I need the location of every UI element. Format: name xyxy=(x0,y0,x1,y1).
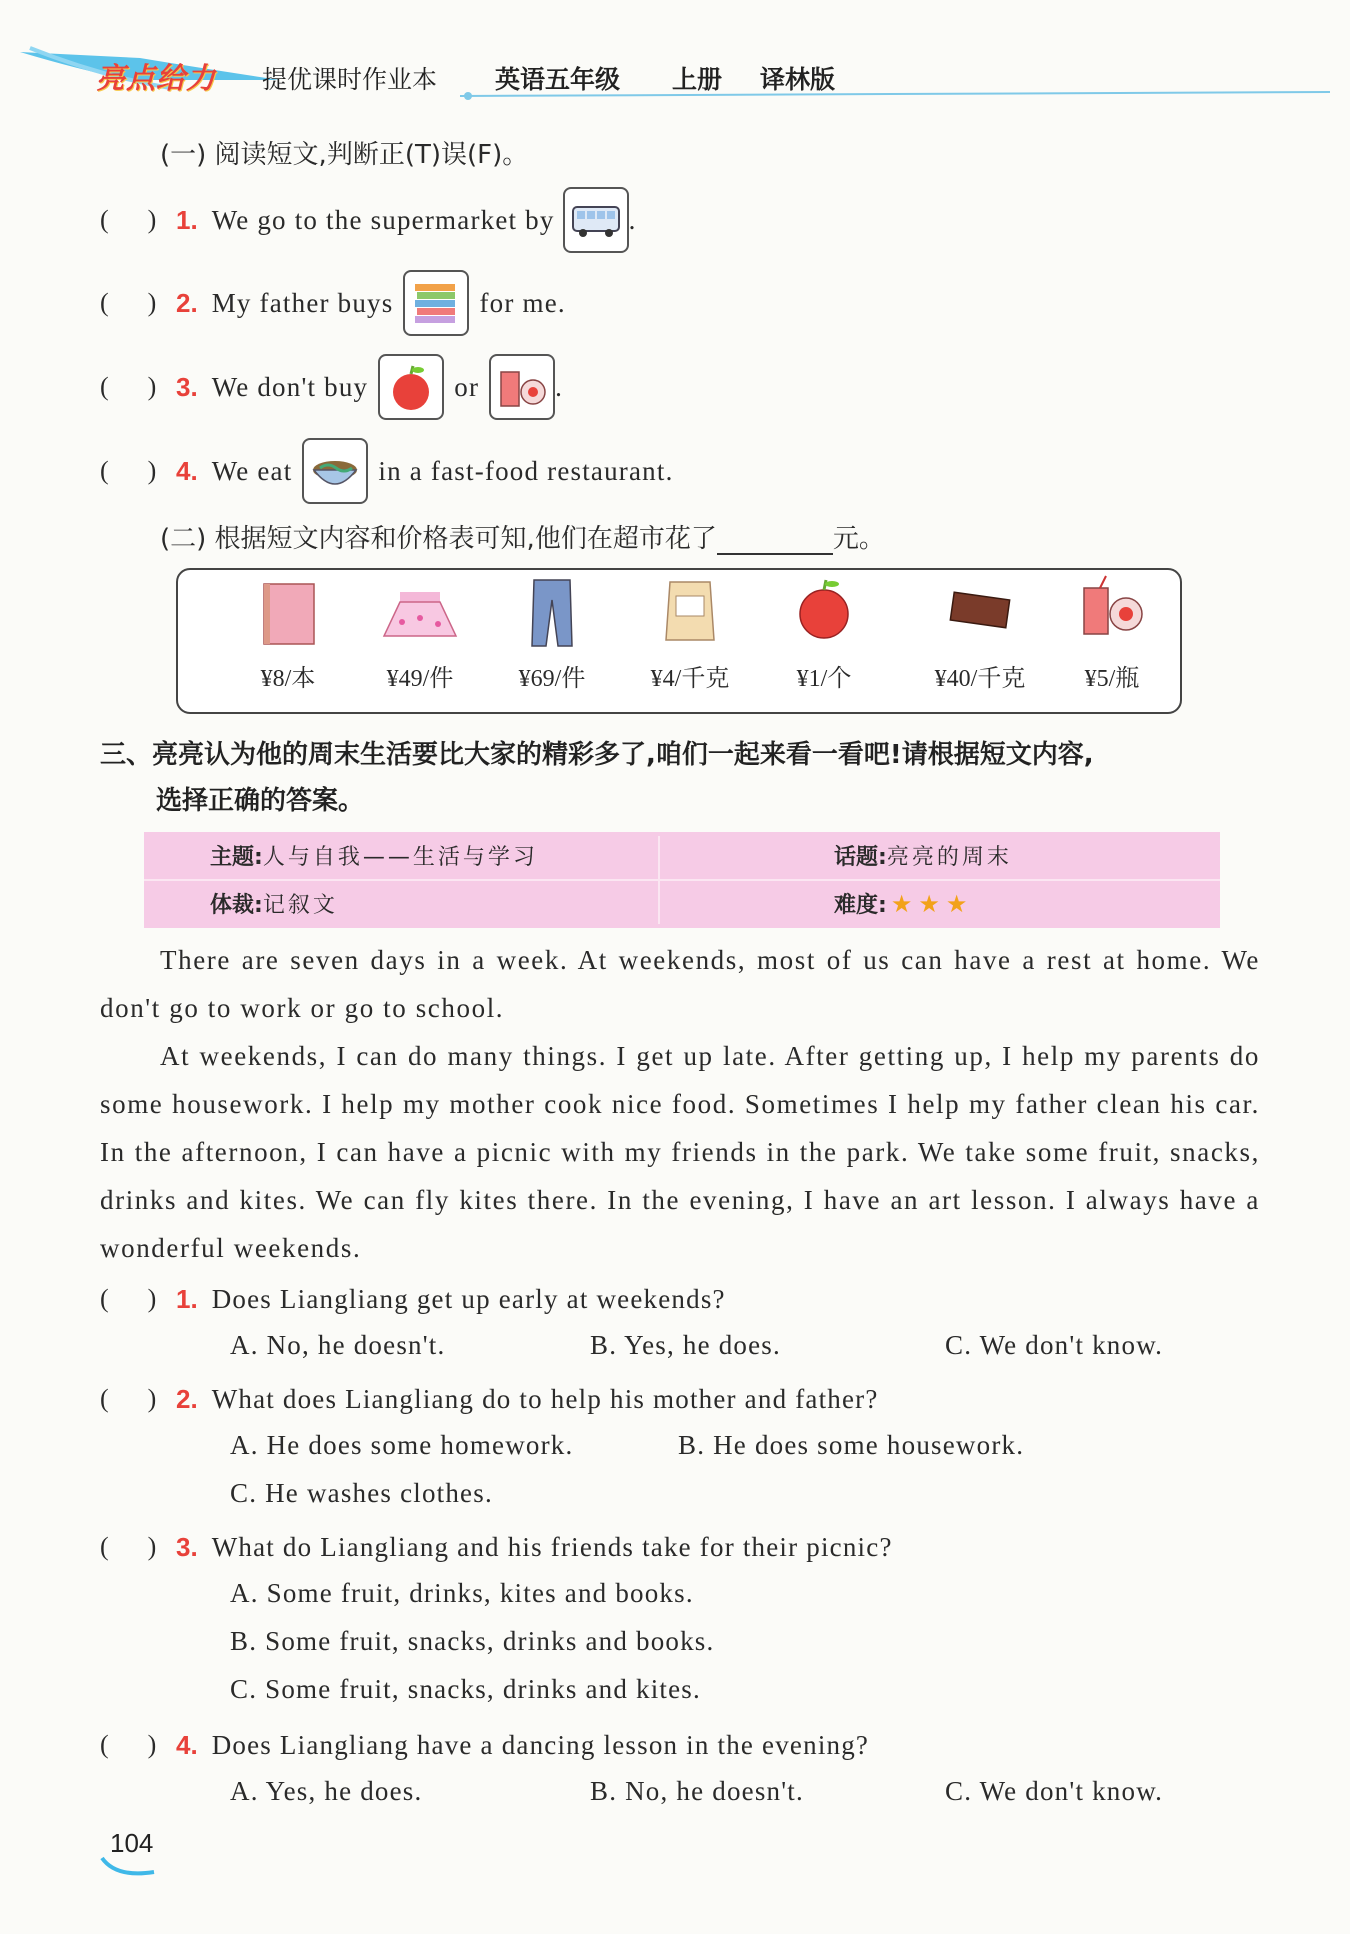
difficulty-stars xyxy=(891,890,974,918)
tf-item-3 xyxy=(100,354,563,420)
theme-value: 人与自我——生活与学习 xyxy=(262,845,538,870)
price-label: ¥1/个 xyxy=(796,666,852,692)
page-footer xyxy=(96,1824,186,1884)
price-item-skirt xyxy=(350,570,490,692)
item-text-end: in a fast-food restaurant. xyxy=(378,455,674,486)
passage-paragraph-1: There are seven days in a week. At weekends, most of us can have a rest at home. We don't go to work or go to school. xyxy=(100,945,1260,1023)
option-b[interactable]: B. Some fruit, snacks, drinks and books. xyxy=(230,1626,715,1656)
option-c[interactable]: C. Some fruit, snacks, drinks and kites. xyxy=(230,1674,701,1704)
item-text: My father buys xyxy=(211,287,394,318)
star-icon: ★ xyxy=(918,889,946,918)
difficulty-label: 难度: xyxy=(834,893,887,918)
item-number: 1. xyxy=(176,204,198,235)
item-text-end: . xyxy=(555,371,564,402)
answer-blank[interactable]: ( ) xyxy=(100,205,157,234)
reading-passage xyxy=(100,936,1260,1272)
books-icon xyxy=(403,270,469,336)
part2-title xyxy=(160,518,885,555)
answer-blank[interactable]: ( ) xyxy=(100,1284,157,1313)
part2-title-unit: 元。 xyxy=(832,524,885,554)
series-name: 提优课时作业本 xyxy=(262,65,438,94)
price-item-juice xyxy=(1042,570,1182,692)
option-c[interactable]: C. We don't know. xyxy=(945,1776,1164,1806)
item-text-end: for me. xyxy=(479,287,566,318)
book-icon xyxy=(218,570,358,650)
question-number: 4. xyxy=(176,1729,198,1760)
question-number: 3. xyxy=(176,1531,198,1562)
option-a[interactable]: A. Some fruit, drinks, kites and books. xyxy=(230,1578,694,1608)
edition-name: 译林版 xyxy=(760,65,836,94)
price-item-jeans xyxy=(482,570,622,692)
item-number: 2. xyxy=(176,287,198,318)
answer-blank[interactable]: ( ) xyxy=(100,288,157,317)
question-text: Does Liangliang have a dancing lesson in the evening? xyxy=(211,1729,870,1760)
answer-blank[interactable]: ( ) xyxy=(100,456,157,485)
rice-bag-icon xyxy=(620,570,760,650)
noodles-icon xyxy=(302,438,368,504)
heading-line-2: 选择正确的答案。 xyxy=(156,786,365,816)
question-3 xyxy=(100,1524,1280,1716)
option-b[interactable]: B. He does some housework. xyxy=(678,1430,1025,1460)
question-1 xyxy=(100,1276,1280,1372)
question-text: Does Liangliang get up early at weekends? xyxy=(211,1283,726,1314)
price-label: ¥8/本 xyxy=(260,666,316,692)
part1-title: (一) 阅读短文,判断正(T)误(F)。 xyxy=(160,140,529,170)
answer-blank[interactable]: ( ) xyxy=(100,1730,157,1759)
apple-icon xyxy=(754,570,894,650)
skirt-icon xyxy=(350,570,490,650)
juice-icon xyxy=(1042,570,1182,650)
info-row-divider xyxy=(144,879,1220,881)
price-item-book xyxy=(218,570,358,692)
question-4 xyxy=(100,1722,1280,1818)
difficulty-field xyxy=(834,888,973,919)
genre-label: 体裁: xyxy=(210,893,263,918)
star-icon: ★ xyxy=(945,889,974,918)
heading-line-1: 三、亮亮认为他的周末生活要比大家的精彩多了,咱们一起来看一看吧!请根据短文内容, xyxy=(100,740,1094,770)
question-number: 1. xyxy=(176,1283,198,1314)
subject-name: 英语五年级 xyxy=(495,65,621,94)
info-band xyxy=(144,832,1220,928)
price-item-apple xyxy=(754,570,894,692)
page-header xyxy=(0,40,1350,110)
option-a[interactable]: A. Yes, he does. xyxy=(230,1776,423,1806)
item-number: 3. xyxy=(176,371,198,402)
option-c[interactable]: C. He washes clothes. xyxy=(230,1478,493,1508)
brand-logo: 亮点给力 xyxy=(96,61,217,95)
volume-name: 上册 xyxy=(672,65,723,94)
question-2 xyxy=(100,1376,1280,1518)
answer-blank-line[interactable] xyxy=(717,523,833,555)
genre-value: 记叙文 xyxy=(262,893,338,918)
option-a[interactable]: A. He does some homework. xyxy=(230,1430,574,1460)
juice-icon xyxy=(489,354,555,420)
theme-field xyxy=(210,840,538,871)
chocolate-icon xyxy=(910,570,1050,650)
price-label: ¥4/千克 xyxy=(650,666,730,692)
price-table xyxy=(176,568,1182,714)
answer-blank[interactable]: ( ) xyxy=(100,372,157,401)
item-text: We don't buy xyxy=(211,371,369,402)
question-text: What does Liangliang do to help his mother and father? xyxy=(211,1383,879,1414)
option-a[interactable]: A. No, he doesn't. xyxy=(230,1330,446,1360)
topic-label: 话题: xyxy=(834,845,887,870)
option-b[interactable]: B. Yes, he does. xyxy=(590,1330,781,1360)
topic-field xyxy=(834,840,1012,871)
option-c[interactable]: C. We don't know. xyxy=(945,1330,1164,1360)
price-item-chocolate xyxy=(910,570,1050,692)
option-b[interactable]: B. No, he doesn't. xyxy=(590,1776,804,1806)
tf-item-2 xyxy=(100,270,566,336)
jeans-icon xyxy=(482,570,622,650)
question-text: What do Liangliang and his friends take for their picnic? xyxy=(211,1531,893,1562)
topic-value: 亮亮的周末 xyxy=(886,845,1012,870)
price-item-rice xyxy=(620,570,760,692)
item-text: We go to the supermarket by xyxy=(211,204,555,235)
question-number: 2. xyxy=(176,1383,198,1414)
tf-item-1 xyxy=(100,188,637,252)
price-label: ¥5/瓶 xyxy=(1084,666,1140,692)
item-text-mid: or xyxy=(454,371,480,402)
price-label: ¥49/件 xyxy=(386,666,454,692)
apple-icon xyxy=(378,354,444,420)
price-label: ¥40/千克 xyxy=(934,666,1026,692)
tf-item-4 xyxy=(100,438,674,504)
star-icon: ★ xyxy=(890,889,919,918)
page-number: 104 xyxy=(110,1828,154,1858)
genre-field xyxy=(210,888,338,919)
item-text: We eat xyxy=(211,455,293,486)
price-label: ¥69/件 xyxy=(518,666,586,692)
passage-paragraph-2: At weekends, I can do many things. I get up late. After getting up, I help my parents do some housework. I help my mother cook nice food. Sometimes I help my father clean his car. In the afternoon, I can have a picnic with my friends in the park. We take some fruit, snacks, drinks and kites. We can fly kites there. In the evening, I have an art lesson. I always have a wonderful weekends. xyxy=(100,1041,1260,1263)
theme-label: 主题: xyxy=(210,845,263,870)
item-number: 4. xyxy=(176,455,198,486)
part2-title-text: (二) 根据短文内容和价格表可知,他们在超市花了 xyxy=(160,524,717,554)
section3-heading xyxy=(100,732,1270,824)
answer-blank[interactable]: ( ) xyxy=(100,1532,157,1561)
item-text-end: . xyxy=(628,204,637,235)
bus-icon xyxy=(563,187,629,253)
answer-blank[interactable]: ( ) xyxy=(100,1384,157,1413)
